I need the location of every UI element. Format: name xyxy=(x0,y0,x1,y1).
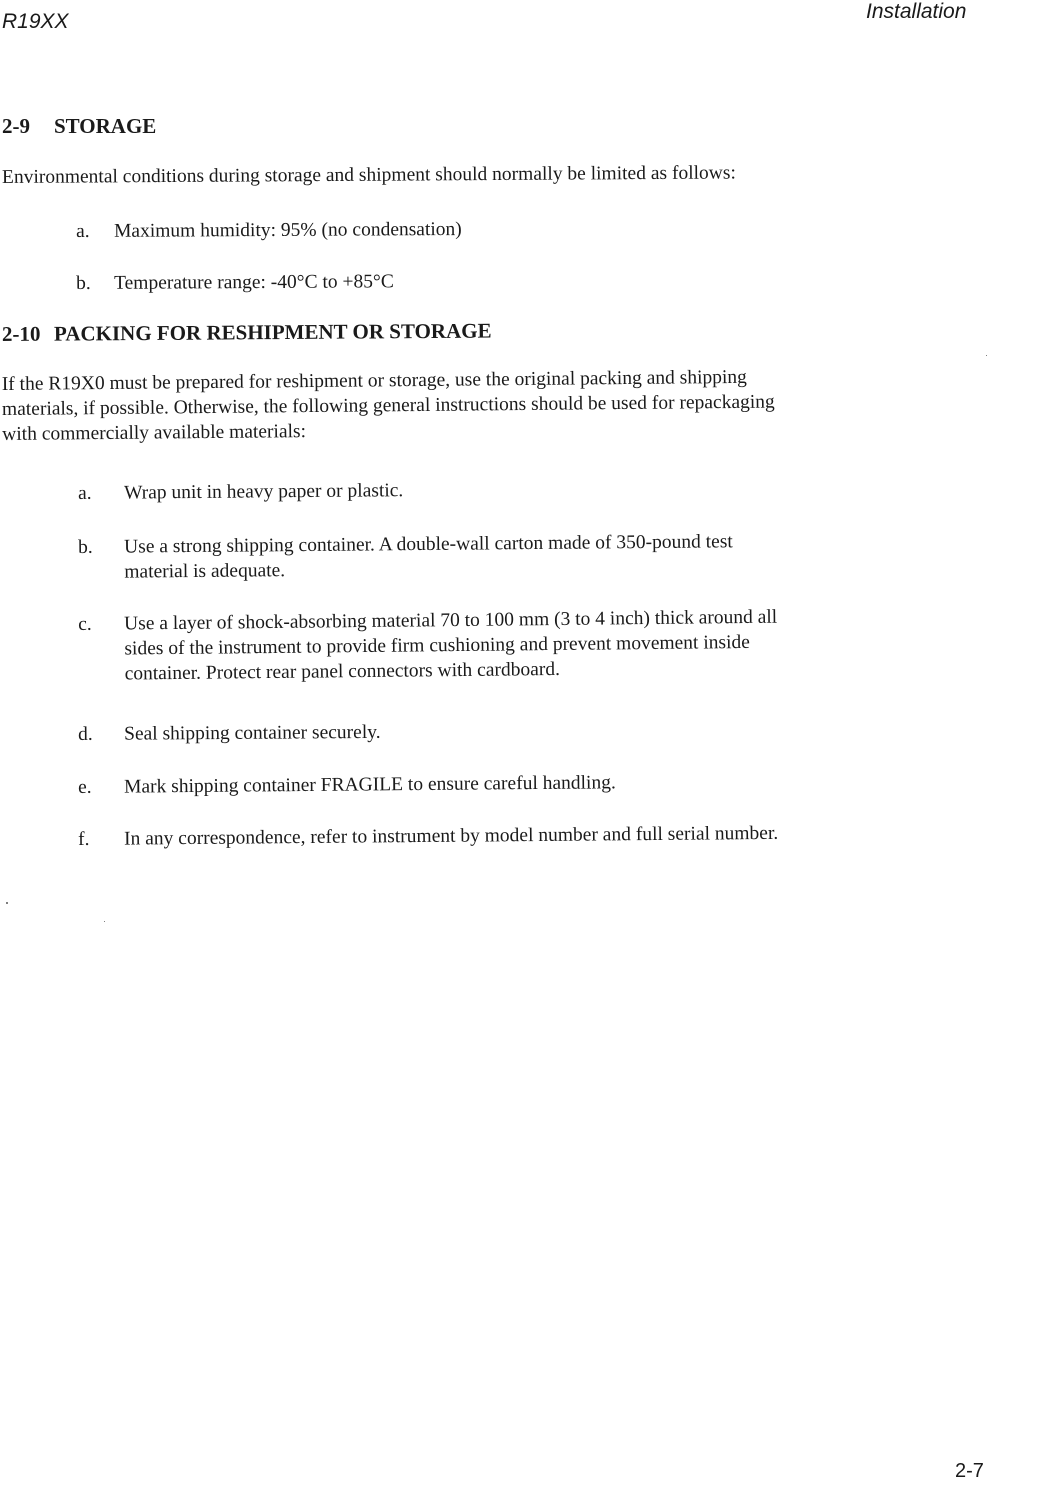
section-title: STORAGE xyxy=(54,114,157,138)
storage-intro: Environmental conditions during storage and shipment should normally be limited as follows: xyxy=(1,162,736,188)
list-item-text xyxy=(124,605,778,687)
packing-intro-line: If the R19X0 must be prepared for reshipment or storage, use the original packing and shipping xyxy=(1,366,747,396)
packing-intro-line: with commercially available materials: xyxy=(2,421,307,445)
list-item-line: container. Protect rear panel connectors with cardboard. xyxy=(124,658,561,685)
section-title: PACKING FOR RESHIPMENT OR STORAGE xyxy=(53,318,492,346)
page-number: 2-7 xyxy=(955,1460,984,1482)
packing-intro-line: materials, if possible. Otherwise, the following general instructions should be used for repackaging xyxy=(1,391,775,420)
scan-speck xyxy=(104,921,105,922)
scan-speck xyxy=(986,355,987,356)
list-item-label: d. xyxy=(78,723,93,745)
header-section: Installation xyxy=(866,0,967,23)
list-item-line: Seal shipping container securely. xyxy=(124,721,381,745)
list-item-label: a. xyxy=(76,220,90,242)
header-model: R19XX xyxy=(2,10,69,33)
list-item-label: a. xyxy=(78,482,92,504)
list-item-text xyxy=(124,720,381,747)
list-item-line: Use a strong shipping container. A double-wall carton made of 350-pound test xyxy=(124,531,733,558)
list-item-text xyxy=(124,478,403,505)
list-item-line: In any correspondence, refer to instrument by model number and full serial number. xyxy=(124,822,779,850)
section-heading-packing xyxy=(2,319,492,347)
list-item-label: e. xyxy=(78,776,92,798)
list-item-text xyxy=(124,821,778,852)
list-item-label: c. xyxy=(78,613,92,635)
packing-intro xyxy=(2,365,775,447)
list-item-text: Maximum humidity: 95% (no condensation) xyxy=(114,218,462,242)
scan-speck xyxy=(6,902,8,904)
list-item-label: b. xyxy=(76,272,91,294)
section-heading-storage xyxy=(2,114,156,139)
list-item-label: f. xyxy=(78,828,90,850)
list-item-text xyxy=(124,529,733,584)
list-item-line: material is adequate. xyxy=(124,560,286,583)
section-number: 2-10 xyxy=(1,321,41,346)
list-item-line: Wrap unit in heavy paper or plastic. xyxy=(124,480,404,504)
list-item-line: Mark shipping container FRAGILE to ensure careful handling. xyxy=(124,772,616,798)
list-item-line: Use a layer of shock-absorbing material 70 to 100 mm (3 to 4 inch) thick around all xyxy=(124,606,778,635)
list-item-text xyxy=(124,770,616,799)
list-item-label: b. xyxy=(78,536,93,558)
list-item-line: sides of the instrument to provide firm cushioning and prevent movement inside xyxy=(124,631,750,660)
list-item-text: Temperature range: -40°C to +85°C xyxy=(114,271,394,294)
section-number: 2-9 xyxy=(2,114,30,138)
